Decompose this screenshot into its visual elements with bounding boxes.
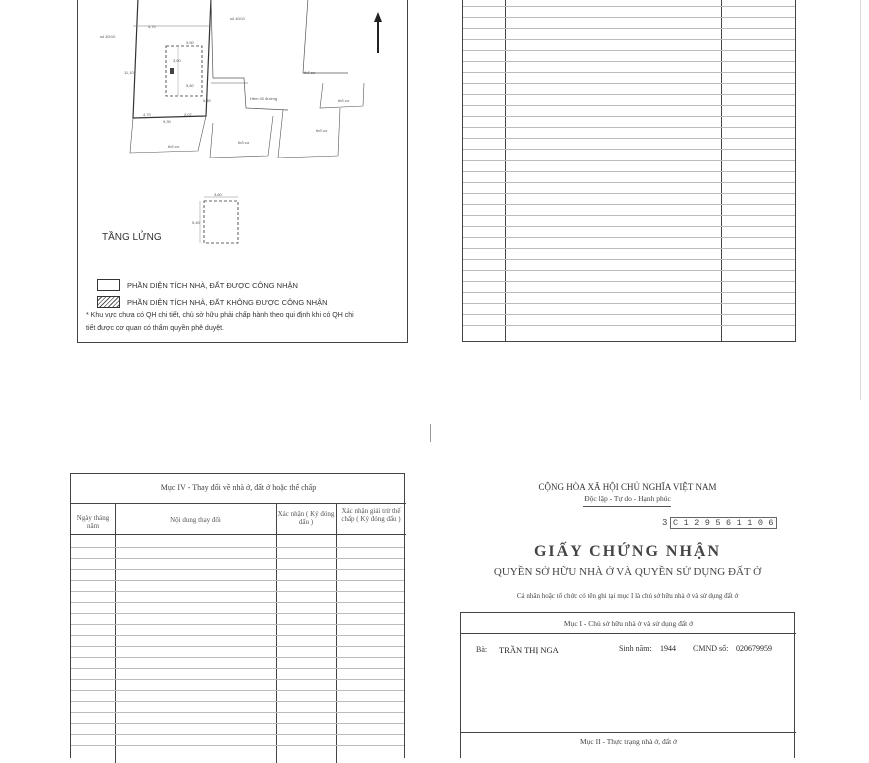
main-lot-outline	[133, 0, 211, 118]
legend-not-recognized-swatch	[97, 296, 120, 308]
dim-2: 3,50	[186, 40, 194, 45]
ruled-line	[71, 547, 404, 548]
ruled-table-sheet-top	[462, 0, 796, 342]
legend-not-recognized-text: PHẦN DIỆN TÍCH NHÀ, ĐẤT KHÔNG ĐƯỢC CÔNG NHẬN	[127, 298, 328, 307]
right-plot-line	[303, 0, 348, 73]
ruled-line	[71, 657, 404, 658]
ruled-line	[71, 635, 404, 636]
mezz-dim-2: 5,40	[192, 220, 200, 225]
ruled-line	[463, 94, 795, 95]
ruled-line	[463, 259, 795, 260]
motto-underline	[583, 506, 671, 507]
label-neighbor-right: số 40/11	[230, 16, 246, 21]
col-header-content: Nội dung thay đổi	[170, 516, 221, 524]
legend-recognized-swatch	[97, 279, 120, 291]
id-label: CMND số:	[693, 644, 729, 653]
dim-4: 5,60	[186, 83, 194, 88]
dim-6: 2,07	[184, 112, 192, 117]
ruled-line	[463, 270, 795, 271]
ruled-line	[71, 679, 404, 680]
ruled-line	[463, 127, 795, 128]
ruled-line	[71, 723, 404, 724]
ruled-line	[463, 6, 795, 7]
motto: Độc lập - Tự do - Hạnh phúc	[584, 494, 671, 503]
ruled-line	[463, 28, 795, 29]
lot-label-a: thổ cư	[304, 70, 316, 75]
section2-title: Mục II - Thực trạng nhà ở, đất ở	[579, 737, 678, 746]
ruled-line	[463, 215, 795, 216]
section4-col-2	[276, 503, 277, 763]
ruled-line	[71, 569, 404, 570]
ruled-line	[71, 558, 404, 559]
ruled-line	[463, 39, 795, 40]
ruled-line	[71, 646, 404, 647]
ruled-line	[463, 171, 795, 172]
legend-recognized-text: PHẦN DIỆN TÍCH NHÀ, ĐẤT ĐƯỢC CÔNG NHẬN	[127, 281, 298, 290]
owner-prefix: Bà:	[476, 645, 488, 654]
ruled-line	[463, 226, 795, 227]
ruled-line	[463, 83, 795, 84]
section4-header-rule	[71, 534, 406, 535]
ruled-line	[71, 602, 404, 603]
nation-header: CỘNG HÒA XÃ HỘI CHỦ NGHĨA VIỆT NAM	[538, 482, 717, 492]
serial-number: C 1 2 9 5 6 1 1 0 6	[670, 517, 777, 529]
ground-floor-plan	[78, 0, 409, 158]
ruled-line	[463, 182, 795, 183]
birth-label: Sinh năm:	[619, 644, 652, 653]
mezzanine-room	[204, 201, 238, 243]
dim-9: 5,40	[203, 98, 211, 103]
lower-plot-c	[278, 108, 340, 158]
owner-name: TRẦN THỊ NGA	[499, 645, 559, 655]
ruled-line	[463, 204, 795, 205]
ruled-line	[463, 292, 795, 293]
lot-label-b: thổ cư	[316, 128, 328, 133]
fold-mark	[430, 424, 431, 442]
section4-title-rule	[71, 503, 406, 504]
section4-col-1	[115, 503, 116, 763]
birth-year: 1944	[660, 644, 676, 653]
dim-5: 4,70	[143, 112, 151, 117]
ruled-line	[71, 591, 404, 592]
ruled-line	[463, 314, 795, 315]
lot-label-e: thổ cư	[338, 98, 350, 103]
ruled-line	[463, 17, 795, 18]
ruled-line	[71, 712, 404, 713]
mezzanine-title: TẦNG LỬNG	[102, 232, 162, 243]
ruled-line	[71, 701, 404, 702]
ruled-line	[463, 303, 795, 304]
certificate-subtitle: QUYỀN SỞ HỮU NHÀ Ở VÀ QUYỀN SỬ DỤNG ĐẤT Ở	[493, 566, 762, 578]
ruled-line	[463, 138, 795, 139]
right-neighbor-outline	[211, 0, 288, 110]
mezz-dim-1: 3,60	[214, 192, 222, 197]
serial-prefix: 3	[662, 518, 668, 528]
section4-title: Mục IV - Thay đổi về nhà ở, đất ở hoặc thế chấp	[160, 483, 317, 492]
section1-bottom-rule	[461, 732, 796, 733]
ruled-line	[71, 690, 404, 691]
section1-box	[460, 612, 795, 758]
col-header-date: Ngày tháng năm	[76, 514, 110, 530]
certificate-title: GIẤY CHỨNG NHẬN	[533, 543, 722, 560]
scan-edge-mark	[860, 0, 861, 400]
ruled-line	[463, 281, 795, 282]
ruled-line	[463, 248, 795, 249]
lower-plot-b	[210, 116, 273, 158]
dim-8: 3,60	[173, 58, 181, 63]
lot-label-d: thổ cư	[168, 144, 180, 149]
ruled-line	[463, 116, 795, 117]
col-header-confirm: Xác nhận ( Ký đóng dấu )	[277, 510, 335, 526]
lower-plot-d	[320, 83, 364, 108]
ruled-line	[463, 325, 795, 326]
ruled-line	[71, 668, 404, 669]
section1-title: Mục I - Chủ sở hữu nhà ở và sử dụng đất ở	[563, 619, 694, 628]
planning-note-line-1: * Khu vực chưa có QH chi tiết, chủ sở hữu phải chấp hành theo qui định khi có QH chi	[86, 312, 354, 319]
dim-1: 4,70	[148, 24, 156, 29]
section1-title-rule	[461, 633, 796, 634]
label-neighbor-left: số 40/10	[100, 34, 116, 39]
north-arrow-head	[374, 12, 382, 22]
lot-label-c: thổ cư	[238, 140, 250, 145]
stair-mark	[170, 68, 174, 74]
dim-3: 11,10	[124, 70, 134, 75]
ruled-line	[463, 105, 795, 106]
floor-plan-sheet	[77, 0, 408, 343]
section4-col-3	[336, 503, 337, 763]
col-header-release: Xác nhận giải trừ thế chấp ( Ký đóng dấu )	[341, 507, 401, 523]
ruled-line	[71, 745, 404, 746]
ruled-line	[463, 61, 795, 62]
mezzanine-plan	[198, 193, 248, 253]
dim-7: 9,30	[163, 119, 171, 124]
ruled-line	[463, 72, 795, 73]
ruled-line	[463, 237, 795, 238]
ruled-line	[463, 160, 795, 161]
ruled-line	[463, 149, 795, 150]
id-number: 020679959	[736, 644, 772, 653]
planning-note-line-2: tiết được cơ quan có thẩm quyền phê duyệt.	[86, 325, 225, 332]
label-road: Hẻm 40 đường	[250, 96, 278, 101]
ruled-line	[463, 193, 795, 194]
ruled-line	[71, 734, 404, 735]
section4-table	[70, 473, 405, 758]
ruled-line	[71, 580, 404, 581]
ruled-line	[463, 50, 795, 51]
ruled-line	[71, 624, 404, 625]
certificate-intro: Cá nhân hoặc tổ chức có tên ghi tại mục I là chủ sở hữu nhà ở và sử dụng đất ở	[516, 592, 739, 600]
ruled-line	[71, 613, 404, 614]
